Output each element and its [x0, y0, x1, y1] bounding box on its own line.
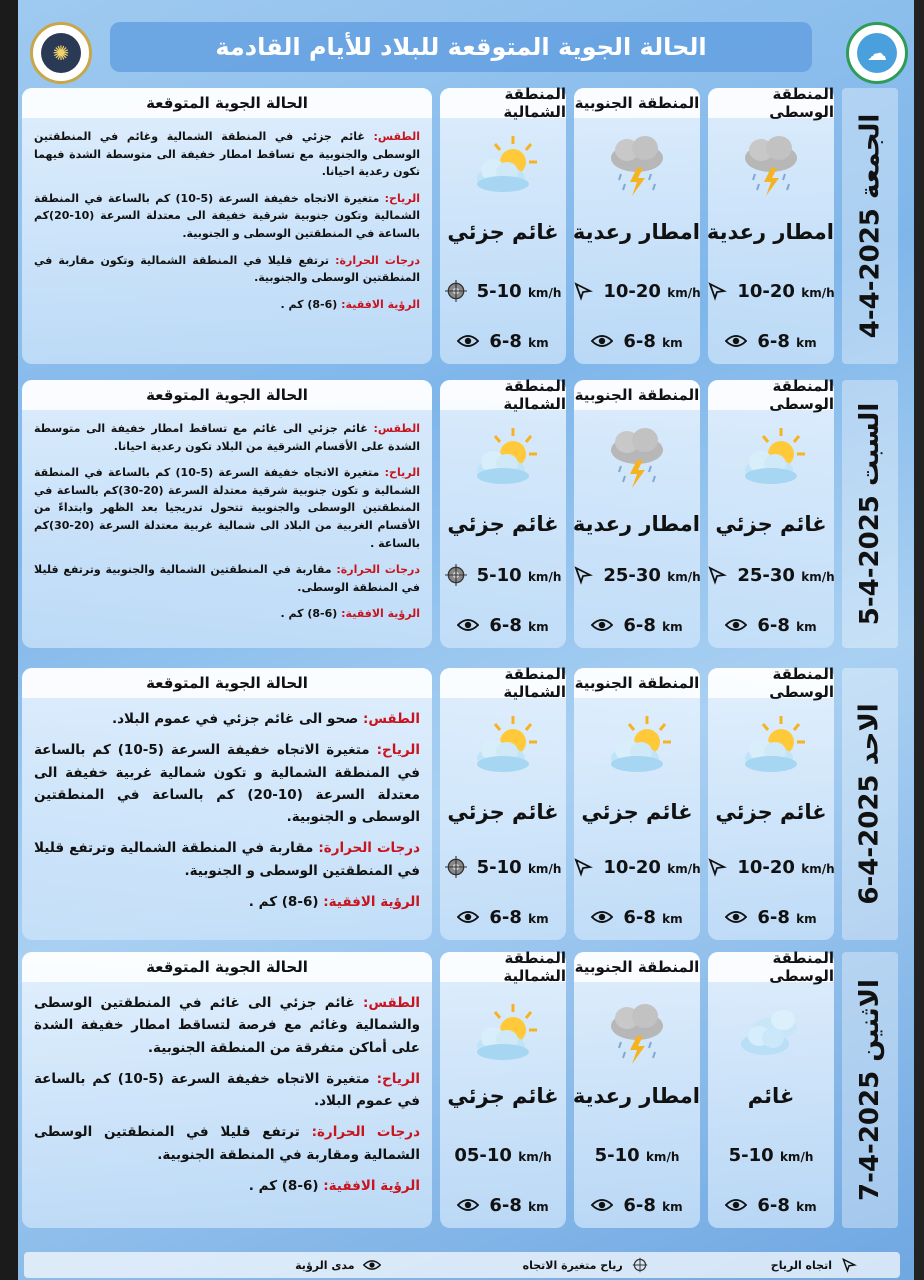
region-card-central: [708, 377, 835, 648]
description-body: [34, 128, 420, 322]
day-date-col: [842, 668, 898, 940]
right-frame: [914, 0, 924, 1280]
partly-cloudy-icon: [731, 424, 811, 494]
description-title: الحالة الجوية المتوقعة: [22, 668, 432, 698]
logo-left: [30, 22, 92, 84]
visibility-row: [708, 610, 834, 640]
wind-row: [440, 560, 566, 590]
visibility-label: الرؤية الافقية:: [341, 607, 420, 621]
wind-label: الرياح:: [376, 1070, 420, 1087]
visibility-label: الرؤية الافقية:: [323, 893, 420, 910]
wind-row: [440, 852, 566, 882]
wind-label: الرياح:: [384, 466, 420, 480]
partly-cloudy-icon: [597, 712, 677, 782]
region-title: المنطقة الوسطى: [708, 952, 834, 982]
thunderstorm-icon: [597, 1000, 677, 1070]
legend-visibility: [295, 1254, 382, 1276]
direction-arrow-icon: [573, 856, 593, 878]
visibility-label: الرؤية الافقية:: [323, 1177, 420, 1194]
visibility-value: 6-8 km: [489, 1194, 549, 1216]
region-title: المنطقة الشمالية: [440, 88, 566, 118]
region-title: المنطقة الوسطى: [708, 88, 834, 118]
wind-value: 5-10 km/h: [476, 564, 562, 586]
wind-value: 5-10 km/h: [728, 1144, 814, 1166]
partly-cloudy-icon: [463, 424, 543, 494]
wind-value: 5-10 km/h: [476, 280, 562, 302]
condition-label: غائم جزئي: [447, 800, 559, 824]
region-title: المنطقة الشمالية: [440, 952, 566, 982]
wind-value: 5-10 km/h: [476, 856, 562, 878]
weather-text: غائم جزئي الى غائم مع تساقط امطار خفيفة الى متوسطة الشدة على الأقسام الشرقية من البلاد تكون رعدية احيانا.: [34, 422, 420, 453]
region-card-north: [440, 665, 566, 940]
wind-row: [574, 276, 700, 306]
wind-text: متغيرة الاتجاه خفيفة السرعة (5-10) كم بالساعة في المنطقة الشمالية وتكون جنوبية شرقية خفيفة الى معتدلة السرعة (10-20)كم بالساعة في المنطقتين الوسطى و الجنوبية.: [34, 191, 420, 240]
legend-visibility-label: مدى الرؤية: [295, 1258, 355, 1272]
eye-icon: [361, 1254, 383, 1276]
wind-text: متغيرة الاتجاه خفيفة السرعة (5-10) كم بالساعة في المنطقة الشمالية و تكون جنوبية شرقية معتدلة السرعة (20-30)كم بالساعة في المنطقتين الوسطى والجنوبية تتحول تدريجيا بعد الظهر وابتداءً من الأقسام الغربية من البلاد الى شمالية غربية معتدلة السرعة (20-30)كم بالساعة .: [34, 466, 420, 550]
wind-row: [708, 852, 834, 882]
weather-text: غائم جزئي الى غائم في المنطقتين الوسطى والشمالية وغائم مع فرصة لتساقط امطار خفيفة الشدة على أماكن متفرقة من المنطقة الجنوبية.: [34, 995, 420, 1056]
description-card: [22, 88, 432, 364]
region-title: المنطقة الوسطى: [708, 380, 834, 410]
visibility-value: 6-8 km: [757, 614, 817, 636]
eye-icon: [725, 906, 747, 928]
thunderstorm-icon: [731, 132, 811, 202]
legend-wind-dir: [771, 1254, 860, 1276]
visibility-row: [574, 902, 700, 932]
wind-row: [708, 1140, 834, 1170]
wind-row: [440, 276, 566, 306]
direction-arrow-icon: [573, 564, 593, 586]
description-card: [22, 668, 432, 940]
visibility-value: 6-8 km: [623, 1194, 683, 1216]
cloud-emblem-icon: ☁: [857, 33, 897, 73]
description-body: [34, 992, 420, 1206]
visibility-label: الرؤية الافقية:: [341, 297, 420, 311]
variable-wind-icon: [445, 280, 467, 302]
wind-row: [574, 560, 700, 590]
temperature-text: مقاربة في المنطقتين الشمالية والجنوبية وترتفع قليلا في المنطقة الوسطى.: [34, 563, 420, 594]
legend-wind-dir-label: اتجاه الرياح: [770, 1258, 832, 1272]
eye-icon: [591, 906, 613, 928]
partly-cloudy-icon: [731, 712, 811, 782]
logo-right: [846, 22, 908, 84]
visibility-value: 6-8 km: [623, 906, 683, 928]
day-date: الجمعة 2025-4-4: [855, 113, 885, 339]
wind-row: [574, 1140, 700, 1170]
wind-row: [440, 1140, 566, 1170]
description-title: الحالة الجوية المتوقعة: [22, 380, 432, 410]
wind-value: 10-20 km/h: [737, 856, 835, 878]
region-title: المنطقة الجنوبية: [574, 88, 700, 118]
wind-value: 5-10 km/h: [594, 1144, 680, 1166]
legend-variable-wind-label: رياح متغيرة الاتجاه: [522, 1258, 623, 1272]
region-title: المنطقة الوسطى: [708, 668, 834, 698]
weather-label: الطقس:: [373, 422, 420, 435]
condition-label: امطار رعدية: [572, 1084, 700, 1108]
direction-arrow-icon: [707, 280, 727, 302]
region-title: المنطقة الشمالية: [440, 668, 566, 698]
eye-icon: [457, 330, 479, 352]
condition-label: امطار رعدية: [572, 512, 700, 536]
variable-wind-icon: [445, 856, 467, 878]
wind-row: [574, 852, 700, 882]
eye-icon: [457, 906, 479, 928]
region-title: المنطقة الشمالية: [440, 380, 566, 410]
visibility-value: 6-8 km: [489, 614, 549, 636]
sun-emblem-icon: ✺: [41, 33, 81, 73]
wind-row: [708, 560, 834, 590]
wind-value: 10-20 km/h: [603, 280, 701, 302]
condition-label: غائم جزئي: [715, 800, 827, 824]
visibility-value: 6-8 km: [757, 906, 817, 928]
temperature-text: مقاربة في المنطقة الشمالية وترتفع قليلا في المنطقتين الوسطى و الجنوبية.: [34, 840, 420, 879]
visibility-row: [708, 1190, 834, 1220]
weather-label: الطقس:: [362, 995, 421, 1011]
wind-label: الرياح:: [376, 742, 420, 759]
region-title: المنطقة الجنوبية: [574, 952, 700, 982]
eye-icon: [457, 1194, 479, 1216]
region-title: المنطقة الجنوبية: [574, 380, 700, 410]
region-card-south: [574, 88, 700, 364]
region-card-south: [574, 380, 700, 648]
direction-arrow-icon: [707, 564, 727, 586]
wind-text: متغيرة الاتجاه خفيفة السرعة (5-10) كم بالساعة في عموم البلاد.: [34, 1070, 420, 1110]
description-body: [34, 708, 420, 922]
wind-row: [708, 276, 834, 306]
condition-label: غائم: [747, 1084, 795, 1108]
condition-label: امطار رعدية: [572, 220, 700, 244]
weather-label: الطقس:: [373, 130, 420, 143]
wind-value: 25-30 km/h: [737, 564, 835, 586]
region-card-north: [440, 949, 566, 1228]
direction-arrow-icon: [707, 856, 727, 878]
condition-label: امطار رعدية: [706, 220, 834, 244]
left-frame: [0, 0, 18, 1280]
eye-icon: [457, 614, 479, 636]
temperature-label: درجات الحرارة:: [311, 1124, 421, 1141]
region-card-south: [574, 668, 700, 940]
day-date: الاحد 2025-4-6: [855, 703, 885, 905]
visibility-row: [440, 1190, 566, 1220]
visibility-value: 6-8 km: [489, 330, 549, 352]
visibility-value: 6-8 km: [623, 614, 683, 636]
visibility-row: [440, 610, 566, 640]
eye-icon: [725, 614, 747, 636]
visibility-value: 6-8 km: [757, 330, 817, 352]
visibility-row: [708, 326, 834, 356]
visibility-row: [440, 326, 566, 356]
day-date-col: [842, 952, 898, 1228]
eye-icon: [591, 330, 613, 352]
direction-arrow-icon: [838, 1254, 860, 1276]
region-card-north: [440, 377, 566, 648]
visibility-row: [440, 902, 566, 932]
weather-text: صحو الى غائم جزئي في عموم البلاد.: [112, 711, 359, 727]
temperature-label: درجات الحرارة:: [336, 563, 420, 577]
region-card-central: [708, 949, 834, 1228]
temperature-text: ترتفع قليلا في المنطقتين الوسطى الشمالية ومقاربة في المنطقة الجنوبية.: [34, 1124, 420, 1163]
page-title: الحالة الجوية المتوقعة للبلاد للأيام القادمة: [110, 22, 812, 72]
region-card-south: [574, 952, 700, 1228]
wind-value: 25-30 km/h: [603, 564, 701, 586]
region-card-central: [706, 85, 835, 364]
variable-wind-icon: [629, 1254, 651, 1276]
wind-label: الرياح:: [384, 191, 420, 205]
visibility-value: 6-8 km: [489, 906, 549, 928]
partly-cloudy-icon: [463, 132, 543, 202]
visibility-row: [708, 902, 834, 932]
condition-label: غائم جزئي: [447, 1084, 559, 1108]
temperature-text: ترتفع قليلا في المنطقة الشمالية وتكون مقاربة في المنطقتين الوسطى والجنوبية.: [34, 253, 420, 285]
visibility-value: 6-8 km: [623, 330, 683, 352]
description-title: الحالة الجوية المتوقعة: [22, 88, 432, 118]
day-date-col: [842, 380, 898, 648]
weather-label: الطقس:: [362, 711, 420, 727]
wind-value: 10-20 km/h: [603, 856, 701, 878]
description-card: [22, 952, 432, 1228]
visibility-text: (6-8) كم .: [280, 297, 338, 311]
thunderstorm-icon: [597, 132, 677, 202]
variable-wind-icon: [445, 564, 467, 586]
description-title: الحالة الجوية المتوقعة: [22, 952, 432, 982]
day-date-col: [842, 88, 898, 364]
condition-label: غائم جزئي: [447, 220, 559, 244]
partly-cloudy-icon: [463, 712, 543, 782]
region-title: المنطقة الجنوبية: [574, 668, 700, 698]
region-card-central: [708, 665, 835, 940]
thunderstorm-icon: [597, 424, 677, 494]
description-card: [22, 380, 432, 648]
visibility-text: (6-8) كم .: [280, 607, 338, 621]
visibility-row: [574, 610, 700, 640]
wind-text: متغيرة الاتجاه خفيفة السرعة (5-10) كم بالساعة في المنطقة الشمالية و تكون شمالية غربية خفيفة الى معتدلة السرعة (10-20) كم بالساعة في المنطقتين الوسطى و الجنوبية.: [34, 742, 420, 826]
description-body: [34, 420, 420, 632]
wind-value: 05-10 km/h: [454, 1144, 552, 1166]
temperature-label: درجات الحرارة:: [318, 840, 421, 857]
visibility-row: [574, 1190, 700, 1220]
visibility-row: [574, 326, 700, 356]
eye-icon: [725, 1194, 747, 1216]
temperature-label: درجات الحرارة:: [335, 253, 420, 267]
region-card-north: [440, 85, 566, 364]
visibility-text: (6-8) كم .: [248, 893, 319, 910]
direction-arrow-icon: [573, 280, 593, 302]
visibility-text: (6-8) كم .: [248, 1177, 319, 1194]
cloudy-icon: [731, 1000, 811, 1070]
legend-variable-wind: [523, 1254, 651, 1276]
condition-label: غائم جزئي: [715, 512, 827, 536]
day-date: السبت 2025-4-5: [855, 402, 886, 626]
day-date: الاثنين 2025-4-7: [855, 979, 885, 1201]
condition-label: غائم جزئي: [447, 512, 559, 536]
condition-label: غائم جزئي: [581, 800, 693, 824]
eye-icon: [591, 614, 613, 636]
eye-icon: [591, 1194, 613, 1216]
wind-value: 10-20 km/h: [737, 280, 835, 302]
weather-text: غائم جزئي في المنطقة الشمالية وغائم في المنطقتين الوسطى والجنوبية مع تساقط امطار خفيفة الى متوسطة الشدة فيهما تكون رعدية احيانا.: [34, 130, 420, 179]
visibility-value: 6-8 km: [757, 1194, 817, 1216]
legend: [24, 1252, 900, 1278]
partly-cloudy-icon: [463, 1000, 543, 1070]
eye-icon: [725, 330, 747, 352]
